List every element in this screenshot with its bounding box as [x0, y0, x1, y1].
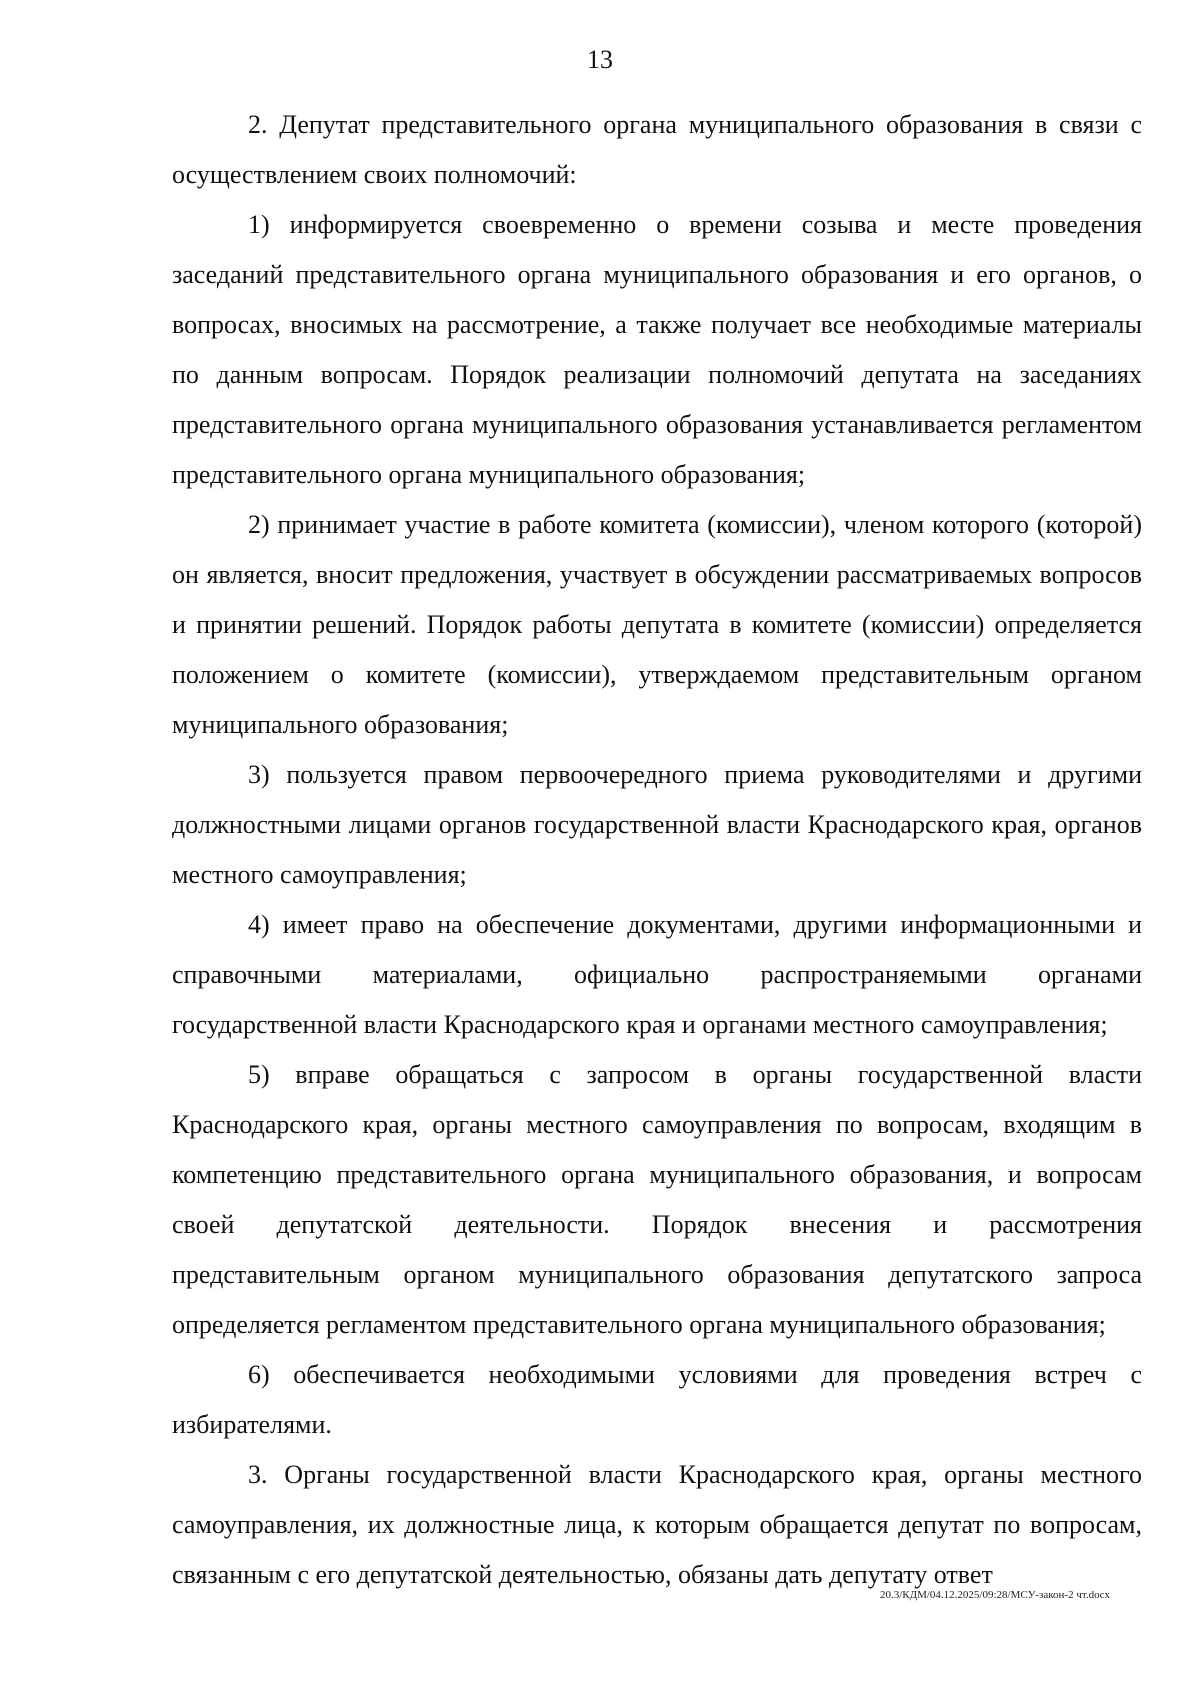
paragraph-2-intro: 2. Депутат представительного органа муниципального образования в связи с осуществлением своих полномочий: [172, 110, 1142, 189]
paragraph-3: 3. Органы государственной власти Краснодарского края, органы местного самоуправления, их должностные лица, к которым обращается депутат по вопросам, связанным с его депутатской деятельностью, обязаны дать депутату ответ [172, 1460, 1142, 1589]
paragraph-item-2: 2) принимает участие в работе комитета (комиссии), членом которого (которой) он является, вносит предложения, участвует в обсуждении рассматриваемых вопросов и принятии решений. Порядок работы депутата в комитете (комиссии) определяется положением о комитете (комиссии), утверждаемом представительным органом муниципального образования; [172, 510, 1142, 739]
paragraph-item-6: 6) обеспечивается необходимыми условиями для проведения встреч с избирателями. [172, 1360, 1142, 1439]
page-number: 13 [587, 45, 613, 74]
document-footer-stamp: 20.3/КДМ/04.12.2025/09:28/МСУ-закон-2 чт.docx [879, 1589, 1110, 1601]
paragraph-item-5: 5) вправе обращаться с запросом в органы государственной власти Краснодарского края, органы местного самоуправления по вопросам, входящим в компетенцию представительного органа муниципального образования, и вопросам своей депутатской деятельности. Порядок внесения и рассмотрения представительным органом муниципального образования депутатского запроса определяется регламентом представительного органа муниципального образования; [172, 1060, 1142, 1339]
document-body [172, 100, 1142, 1600]
paragraph-item-3: 3) пользуется правом первоочередного приема руководителями и другими должностными лицами органов государственной власти Краснодарского края, органов местного самоуправления; [172, 760, 1142, 889]
paragraph-item-4: 4) имеет право на обеспечение документами, другими информационными и справочными материалами, официально распространяемыми органами государственной власти Краснодарского края и органами местного самоуправления; [172, 910, 1142, 1039]
paragraph-item-1: 1) информируется своевременно о времени созыва и месте проведения заседаний представительного органа муниципального образования и его органов, о вопросах, вносимых на рассмотрение, а также получает все необходимые материалы по данным вопросам. Порядок реализации полномочий депутата на заседаниях представительного органа муниципального образования устанавливается регламентом представительного органа муниципального образования; [172, 210, 1142, 489]
